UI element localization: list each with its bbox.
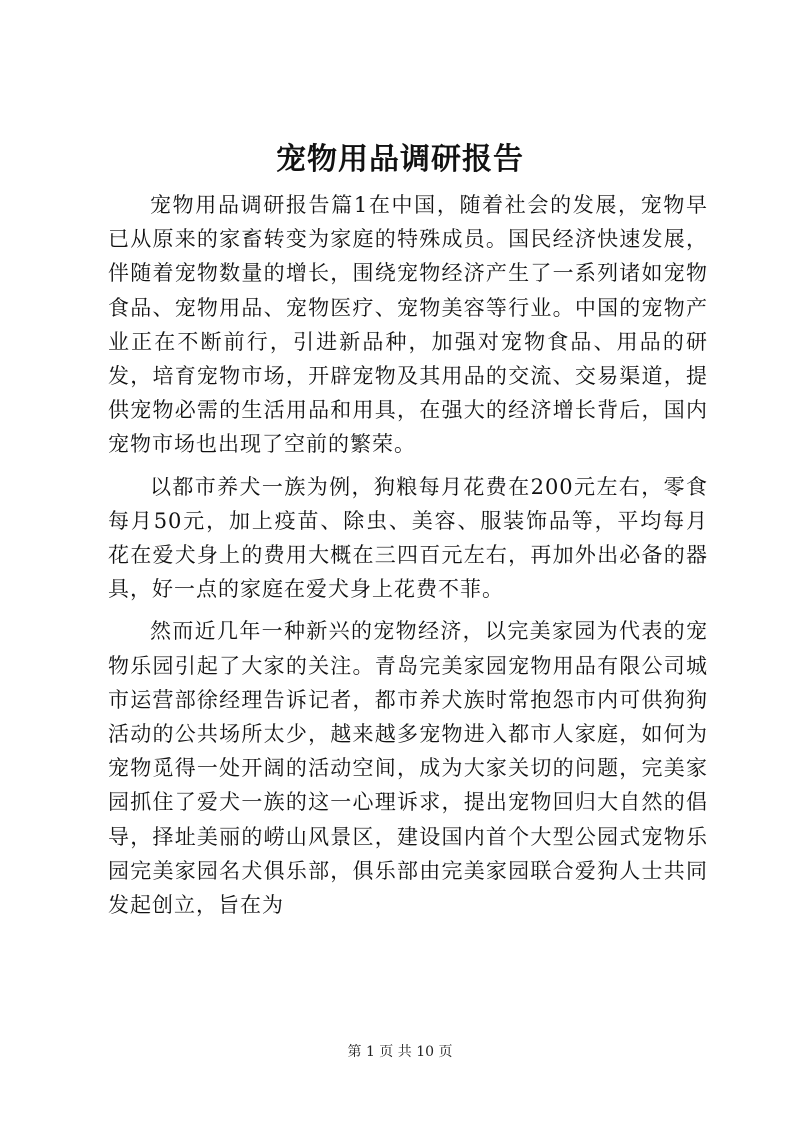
paragraph-intro: 宠物用品调研报告篇1在中国，随着社会的发展，宠物早已从原来的家畜转变为家庭的特殊成员。国民经济快速发展，伴随着宠物数量的增长，围绕宠物经济产生了一系列诸如宠物食品、宠物用品、宠物医疗、宠物美容等行业。中国的宠物产业正在不断前行，引进新品种，加强对宠物食品、用品的研发，培育宠物市场，开辟宠物及其用品的交流、交易渠道，提供宠物必需的生活用品和用具，在强大的经济增长背后，国内宠物市场也出现了空前的繁荣。 [108,193,708,457]
paragraph-dog-expenses: 以都市养犬一族为例，狗粮每月花费在200元左右，零食每月50元，加上疫苗、除虫、美容、服装饰品等，平均每月花在爱犬身上的费用大概在三四百元左右，再加外出必备的器具，好一点的家庭在爱犬身上花费不菲。 [108,474,708,602]
document-body [108,188,708,930]
paragraph-pet-park: 然而近几年一种新兴的宠物经济，以完美家园为代表的宠物乐园引起了大家的关注。青岛完美家园宠物用品有限公司城市运营部徐经理告诉记者，都市养犬族时常抱怨市内可供狗狗活动的公共场所太少，越来越多宠物进入都市人家庭，如何为宠物觅得一处开阔的活动空间，成为大家关切的问题，完美家园抓住了爱犬一族的这一心理诉求，提出宠物回归大自然的倡导，择址美丽的崂山风景区，建设国内首个大型公园式宠物乐园完美家园名犬俱乐部，俱乐部由完美家园联合爱狗人士共同发起创立，旨在为 [108,619,708,918]
document-title: 宠物用品调研报告 [276,142,524,177]
page-number-footer: 第 1 页 共 10 页 [347,1044,453,1060]
